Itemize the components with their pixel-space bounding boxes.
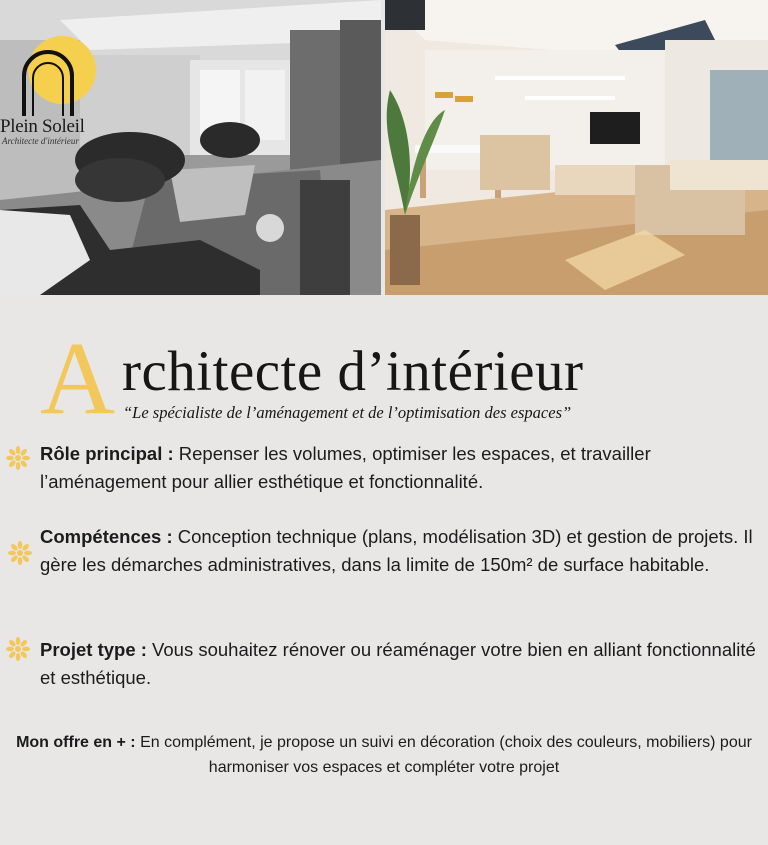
sun-arch-logo-icon — [0, 36, 100, 116]
skills-text: Conception technique (plans, modélisation 3D) et gestion de projets. Il gère les démarches administratives, dans la limite de 150m² de surface habitable. — [40, 526, 753, 575]
role-item — [40, 440, 765, 496]
logo-name: Plein Soleil — [0, 116, 85, 137]
asterisk-flower-icon — [6, 637, 30, 661]
page-title: rchitecte d’intérieur — [122, 340, 584, 403]
page-tagline: “Le spécialiste de l’aménagement et de l’optimisation des espaces” — [123, 403, 572, 422]
title-initial: A — [40, 321, 116, 436]
offer-text: En complément, je propose un suivi en décoration (choix des couleurs, mobiliers) pour harmoniser vos espaces et compléter votre projet — [135, 734, 752, 776]
role-text: Repenser les volumes, optimiser les espaces, et travailler l’aménagement pour allier esthétique et fonctionnalité. — [40, 443, 651, 492]
project-text: Vous souhaitez rénover ou réaménager votre bien en alliant fonctionnalité et esthétique. — [40, 639, 756, 688]
logo-subtitle: Architecte d'intérieur — [2, 136, 79, 146]
page-title-block — [40, 321, 740, 436]
offer-block — [0, 730, 768, 780]
project-label: Projet type : — [40, 639, 147, 660]
header-photos — [0, 0, 768, 295]
after-photo — [385, 0, 768, 295]
brand-logo — [0, 36, 100, 146]
skills-item — [40, 523, 765, 579]
offer-label: Mon offre en + : — [16, 734, 136, 751]
asterisk-flower-icon — [8, 541, 32, 565]
skills-label: Compétences : — [40, 526, 173, 547]
role-label: Rôle principal : — [40, 443, 174, 464]
project-item — [40, 636, 765, 692]
asterisk-flower-icon — [6, 446, 30, 470]
